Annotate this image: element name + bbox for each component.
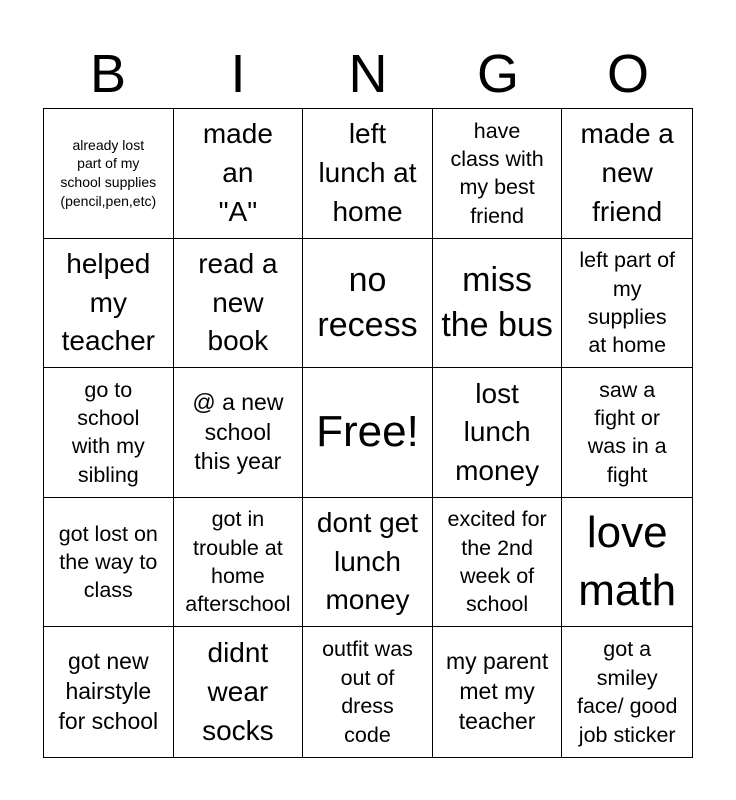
bingo-cell-o5[interactable]: got a smiley face/ good job sticker: [576, 637, 678, 747]
bingo-cell-i4[interactable]: got in trouble at home afterschool: [174, 498, 304, 628]
bingo-cell-o2[interactable]: left part of my supplies at home: [562, 239, 692, 369]
header-letter-b: B: [89, 44, 127, 104]
bingo-cell-b1[interactable]: already lost part of my school supplies (pencil,pen,etc): [44, 109, 174, 239]
header-letter-n: N: [348, 44, 388, 104]
header-letter-o: O: [606, 44, 649, 104]
bingo-cell-b4[interactable]: got lost on the way to class: [44, 498, 174, 628]
bingo-cell-free-space[interactable]: Free!: [303, 368, 433, 498]
header-letter-g: G: [476, 44, 519, 104]
bingo-cell-n1[interactable]: left lunch at home: [303, 109, 433, 239]
bingo-header: [43, 40, 693, 108]
bingo-cell-o1[interactable]: made a new friend: [562, 109, 692, 239]
bingo-cell-o4[interactable]: love math: [562, 498, 692, 628]
bingo-cell-o3[interactable]: saw a fight or was in a fight: [562, 368, 692, 498]
bingo-cell-g5[interactable]: my parent met my teacher: [433, 627, 563, 757]
bingo-cell-i2[interactable]: read a new book: [174, 239, 304, 369]
bingo-cell-b3[interactable]: go to school with my sibling: [44, 368, 174, 498]
bingo-cell-n4[interactable]: dont get lunch money: [303, 498, 433, 628]
bingo-cell-b5[interactable]: got new hairstyle for school: [44, 627, 174, 757]
bingo-cell-n5[interactable]: outfit was out of dress code: [303, 627, 433, 757]
bingo-cell-g2[interactable]: miss the bus: [433, 239, 563, 369]
bingo-cell-g4[interactable]: excited for the 2nd week of school: [433, 498, 563, 628]
bingo-cell-i3[interactable]: @ a new school this year: [174, 368, 304, 498]
header-letter-i: I: [230, 44, 246, 104]
bingo-cell-g3[interactable]: lost lunch money: [433, 368, 563, 498]
bingo-cell-n2[interactable]: no recess: [303, 239, 433, 369]
bingo-cell-i5[interactable]: didnt wear socks: [174, 627, 304, 757]
bingo-cell-b2[interactable]: helped my teacher: [44, 239, 174, 369]
bingo-card-grid: [43, 108, 693, 758]
bingo-cell-g1[interactable]: have class with my best friend: [433, 109, 563, 239]
bingo-cell-i1[interactable]: made an "A": [174, 109, 304, 239]
